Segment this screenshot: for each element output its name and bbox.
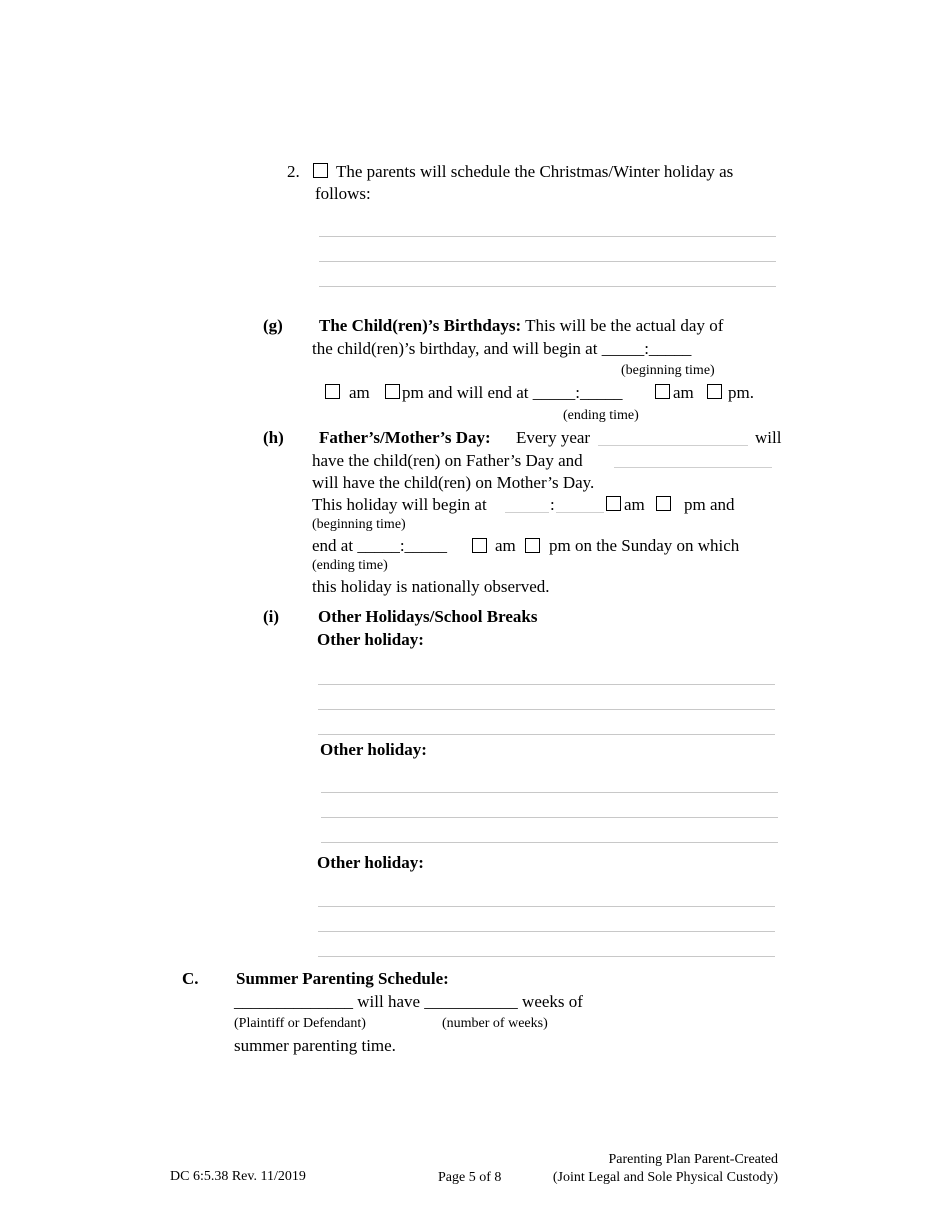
section-g-label: (g) — [263, 316, 283, 335]
holiday-end-am-checkbox[interactable] — [472, 538, 487, 553]
every-year-text: Every year — [516, 428, 591, 447]
other-holiday-2-line-1[interactable] — [321, 792, 778, 793]
begin-minute-field[interactable] — [556, 512, 604, 513]
birthday-pm-checkbox[interactable] — [385, 384, 400, 399]
holiday-am-label: am — [624, 495, 645, 514]
birthday-end-am-checkbox[interactable] — [655, 384, 670, 399]
christmas-line-2[interactable] — [319, 261, 776, 262]
form-title-line2: (Joint Legal and Sole Physical Custody) — [552, 1170, 778, 1185]
other-holiday-label-3: Other holiday: — [317, 853, 424, 872]
christmas-checkbox[interactable] — [313, 163, 328, 178]
holiday-am-checkbox[interactable] — [606, 496, 621, 511]
birthday-end-pm-checkbox[interactable] — [707, 384, 722, 399]
birthday-beginning-caption: (beginning time) — [621, 363, 715, 378]
birthday-end-pm-label: pm. — [728, 383, 754, 402]
begin-colon: : — [550, 495, 555, 514]
holiday-end-am-label: am — [495, 536, 516, 555]
page-number: Page 5 of 8 — [438, 1170, 502, 1185]
birthday-end-am-label: am — [673, 383, 694, 402]
birthdays-heading: The Child(ren)’s Birthdays: — [319, 316, 522, 335]
section-i-label: (i) — [263, 607, 280, 626]
mothers-day-line: will have the child(ren) on Mother’s Day. — [312, 473, 595, 492]
holiday-begin-text: This holiday will begin at — [312, 495, 487, 514]
will-text: will — [755, 428, 782, 447]
birthday-am-checkbox[interactable] — [325, 384, 340, 399]
other-holidays-heading: Other Holidays/School Breaks — [318, 607, 538, 626]
nationally-observed-text: this holiday is nationally observed. — [312, 577, 550, 596]
other-holiday-1-line-2[interactable] — [318, 709, 775, 710]
christmas-line-1[interactable] — [319, 236, 776, 237]
other-holiday-2-line-3[interactable] — [321, 842, 778, 843]
fathers-day-line: have the child(ren) on Father’s Day and — [312, 451, 583, 470]
birthday-ending-caption: (ending time) — [563, 408, 639, 423]
section-c-label: C. — [182, 969, 199, 988]
summer-weeks-caption: (number of weeks) — [442, 1016, 548, 1031]
other-holiday-3-line-3[interactable] — [318, 956, 775, 957]
birthday-pm-end-text: pm and will end at _____:_____ — [402, 383, 623, 402]
other-holiday-3-line-1[interactable] — [318, 906, 775, 907]
other-holiday-1-line-1[interactable] — [318, 684, 775, 685]
form-id: DC 6:5.38 Rev. 11/2019 — [170, 1169, 306, 1184]
other-holiday-1-line-3[interactable] — [318, 734, 775, 735]
item-number: 2. — [287, 162, 300, 181]
section-g-heading-line — [319, 316, 723, 336]
holiday-pm-checkbox[interactable] — [656, 496, 671, 511]
christmas-line-3[interactable] — [319, 286, 776, 287]
holiday-pm-and-label: pm and — [684, 495, 735, 514]
item2-text-line2: follows: — [315, 184, 371, 203]
summer-heading: Summer Parenting Schedule: — [236, 969, 449, 988]
form-title-line1: Parenting Plan Parent-Created — [608, 1152, 778, 1167]
holiday-beginning-caption: (beginning time) — [312, 517, 406, 532]
other-holiday-3-line-2[interactable] — [318, 931, 775, 932]
birthdays-text-2: the child(ren)’s birthday, and will begin at _____:_____ — [312, 339, 692, 358]
holiday-pm-sunday-text: pm on the Sunday on which — [549, 536, 740, 555]
fathers-day-parent-field[interactable] — [598, 445, 748, 446]
holiday-end-at-text: end at _____:_____ — [312, 536, 448, 555]
summer-line-1: ______________ will have ___________ weeks of — [234, 992, 583, 1011]
section-h-label: (h) — [263, 428, 284, 447]
item2-text-line1: The parents will schedule the Christmas/Winter holiday as — [336, 162, 734, 181]
fathers-mothers-heading: Father’s/Mother’s Day: — [319, 428, 491, 447]
begin-hour-field[interactable] — [505, 512, 549, 513]
summer-party-caption: (Plaintiff or Defendant) — [234, 1016, 366, 1031]
holiday-ending-caption: (ending time) — [312, 558, 388, 573]
other-holiday-label-2: Other holiday: — [320, 740, 427, 759]
birthday-am-label: am — [349, 383, 370, 402]
birthdays-text-1: This will be the actual day of — [525, 316, 724, 335]
mothers-day-parent-field[interactable] — [614, 467, 772, 468]
other-holiday-label-1: Other holiday: — [317, 630, 424, 649]
summer-line-2: summer parenting time. — [234, 1036, 396, 1055]
other-holiday-2-line-2[interactable] — [321, 817, 778, 818]
holiday-end-pm-checkbox[interactable] — [525, 538, 540, 553]
